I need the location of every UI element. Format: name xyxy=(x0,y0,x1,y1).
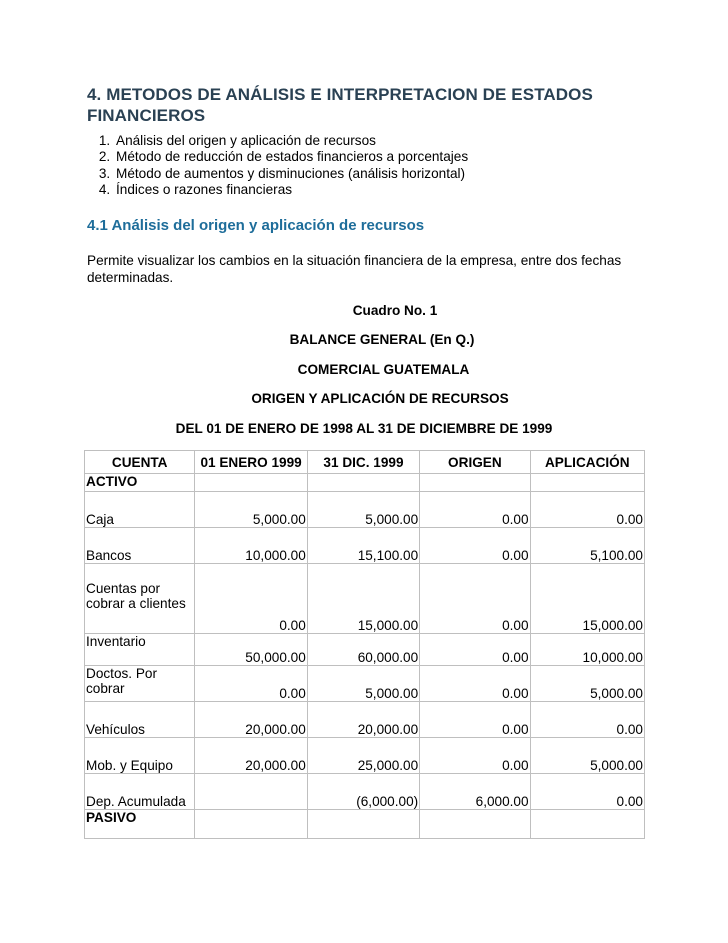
cell-aplicacion: 15,000.00 xyxy=(530,564,644,634)
cell-origen: 0.00 xyxy=(420,634,530,666)
cell-dic: 20,000.00 xyxy=(307,702,419,738)
cell-enero: 20,000.00 xyxy=(195,738,307,774)
cell-enero: 5,000.00 xyxy=(195,492,307,528)
empty-cell xyxy=(420,810,530,839)
list-item: 2. Método de reducción de estados financieros a porcentajes xyxy=(114,149,647,165)
cell-enero: 0.00 xyxy=(195,666,307,702)
row-label: Doctos. Por cobrar xyxy=(85,666,195,702)
cell-origen: 0.00 xyxy=(420,492,530,528)
table-row xyxy=(85,738,645,774)
cuadro-subtitle: ORIGEN Y APLICACIÓN DE RECURSOS xyxy=(251,391,509,407)
table-row xyxy=(85,666,645,702)
cell-dic: 15,100.00 xyxy=(307,528,419,564)
cuadro-heading xyxy=(87,300,647,448)
cell-aplicacion: 10,000.00 xyxy=(530,634,644,666)
empty-cell xyxy=(530,474,644,492)
col-header-origen: ORIGEN xyxy=(420,451,530,474)
empty-cell xyxy=(307,474,419,492)
cell-enero: 20,000.00 xyxy=(195,702,307,738)
empty-cell xyxy=(530,810,644,839)
cell-origen: 0.00 xyxy=(420,666,530,702)
intro-paragraph: Permite visualizar los cambios en la situación financiera de la empresa, entre dos fechas determinadas. xyxy=(87,252,622,286)
table-row xyxy=(85,564,645,634)
cuadro-number: Cuadro No. 1 xyxy=(352,302,438,318)
cell-dic: 15,000.00 xyxy=(307,564,419,634)
table-header-row xyxy=(85,451,645,474)
document-page xyxy=(87,84,647,839)
section-label: ACTIVO xyxy=(85,474,195,492)
row-label: Mob. y Equipo xyxy=(85,738,195,774)
cell-aplicacion: 5,000.00 xyxy=(530,738,644,774)
cell-dic: 60,000.00 xyxy=(307,634,419,666)
col-header-enero: 01 ENERO 1999 xyxy=(195,451,307,474)
list-item: 1. Análisis del origen y aplicación de recursos xyxy=(114,133,647,149)
col-header-cuenta: CUENTA xyxy=(85,451,195,474)
methods-list xyxy=(87,133,647,199)
list-item: 3. Método de aumentos y disminuciones (análisis horizontal) xyxy=(114,166,647,182)
cell-origen: 0.00 xyxy=(420,702,530,738)
table-row xyxy=(85,492,645,528)
cell-origen: 0.00 xyxy=(420,528,530,564)
col-header-dic: 31 DIC. 1999 xyxy=(307,451,419,474)
cell-enero: 50,000.00 xyxy=(195,634,307,666)
cell-dic: 5,000.00 xyxy=(307,666,419,702)
empty-cell xyxy=(420,474,530,492)
cell-aplicacion: 5,000.00 xyxy=(530,666,644,702)
cell-enero: 10,000.00 xyxy=(195,528,307,564)
row-label: Inventario xyxy=(85,634,195,666)
empty-cell xyxy=(195,474,307,492)
table-row xyxy=(85,774,645,810)
cell-aplicacion: 5,100.00 xyxy=(530,528,644,564)
table-row xyxy=(85,702,645,738)
list-item: 4. Índices o razones financieras xyxy=(114,182,647,198)
cell-origen: 6,000.00 xyxy=(420,774,530,810)
cuadro-company: COMERCIAL GUATEMALA xyxy=(297,361,470,377)
row-label: Caja xyxy=(85,492,195,528)
cell-dic: 5,000.00 xyxy=(307,492,419,528)
balance-table xyxy=(84,450,645,839)
section-row-pasivo xyxy=(85,810,645,839)
cuadro-period: DEL 01 DE ENERO DE 1998 AL 31 DE DICIEMBRE DE 1999 xyxy=(175,420,553,436)
section-label: PASIVO xyxy=(85,810,195,839)
cell-enero xyxy=(195,774,307,810)
cell-dic: 25,000.00 xyxy=(307,738,419,774)
row-label: Vehículos xyxy=(85,702,195,738)
cell-origen: 0.00 xyxy=(420,564,530,634)
row-label: Dep. Acumulada xyxy=(85,774,195,810)
row-label: Bancos xyxy=(85,528,195,564)
cell-origen: 0.00 xyxy=(420,738,530,774)
page-title: 4. METODOS DE ANÁLISIS E INTERPRETACION DE ESTADOS FINANCIEROS xyxy=(87,85,593,125)
empty-cell xyxy=(195,810,307,839)
cell-aplicacion: 0.00 xyxy=(530,702,644,738)
cell-enero: 0.00 xyxy=(195,564,307,634)
cuadro-balance: BALANCE GENERAL (En Q.) xyxy=(289,332,475,348)
cell-dic: (6,000.00) xyxy=(307,774,419,810)
section-row-activo xyxy=(85,474,645,492)
row-label: Cuentas por cobrar a clientes xyxy=(85,564,195,634)
cell-aplicacion: 0.00 xyxy=(530,774,644,810)
table-row xyxy=(85,528,645,564)
empty-cell xyxy=(307,810,419,839)
section-title: 4.1 Análisis del origen y aplicación de recursos xyxy=(87,216,425,234)
col-header-aplicacion: APLICACIÓN xyxy=(530,451,644,474)
table-row xyxy=(85,634,645,666)
cell-aplicacion: 0.00 xyxy=(530,492,644,528)
